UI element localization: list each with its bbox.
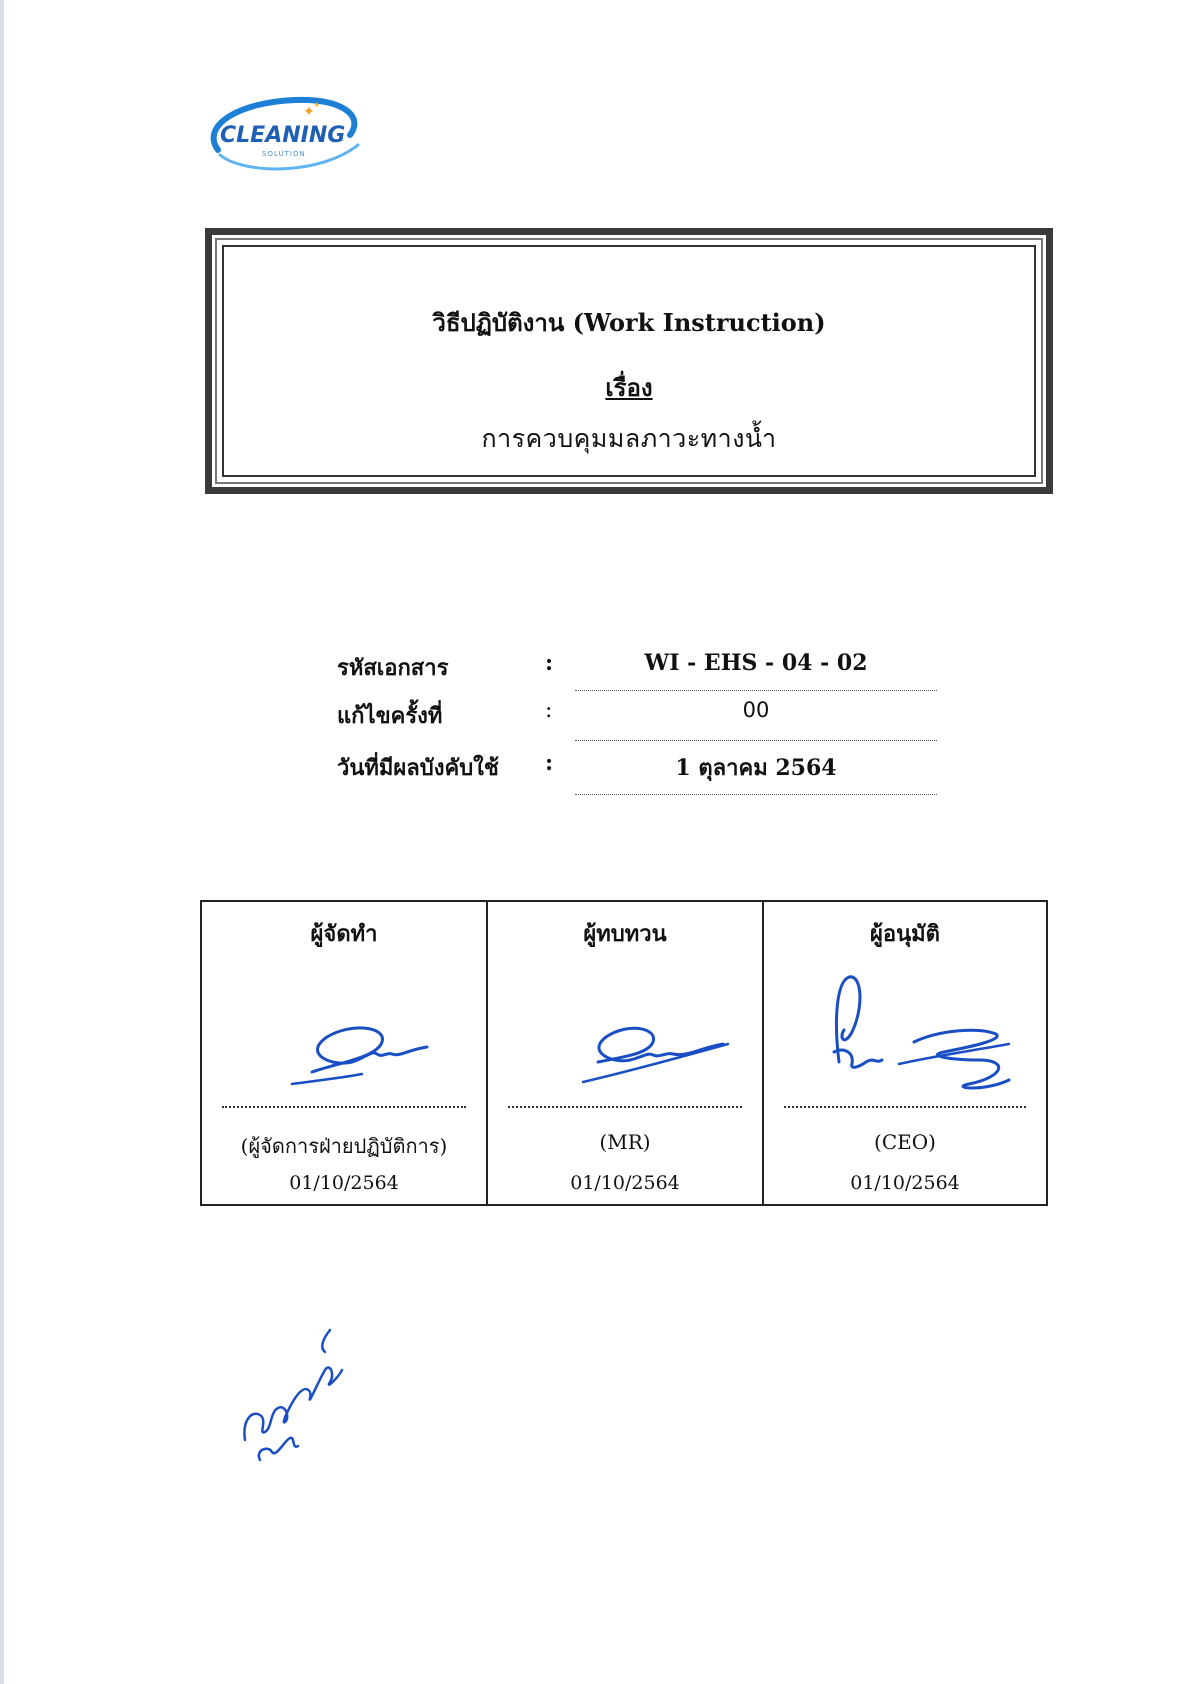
dotted-line <box>575 740 937 741</box>
colon: : <box>545 750 554 776</box>
company-logo <box>200 90 370 180</box>
position-label: (MR) <box>599 1130 651 1154</box>
revision-label: แก้ไขครั้งที่ <box>337 703 443 729</box>
signature-preparer <box>202 962 486 1112</box>
revision-value: 00 <box>742 698 770 722</box>
colon: : <box>545 650 554 676</box>
page-edge <box>0 0 4 1684</box>
approval-cell-reviewer <box>488 902 764 1204</box>
approval-cell-approver <box>764 902 1046 1204</box>
sign-date: 01/10/2564 <box>570 1172 680 1194</box>
role-label: ผู้อนุมัติ <box>870 921 940 947</box>
signature-reviewer <box>488 962 762 1112</box>
svg-text:CLEANING: CLEANING <box>220 123 346 148</box>
signature-line <box>508 1106 742 1108</box>
role-label: ผู้จัดทำ <box>310 921 378 947</box>
handwritten-signature <box>230 1320 380 1480</box>
effective-date-value: 1 ตุลาคม 2564 <box>675 755 837 781</box>
code-value: WI - EHS - 04 - 02 <box>644 650 868 676</box>
effective-date-label: วันที่มีผลบังคับใช้ <box>337 755 499 781</box>
document-title: วิธีปฏิบัติงาน (Work Instruction) <box>432 308 826 337</box>
position-label: (ผู้จัดการฝ่ายปฏิบัติการ) <box>240 1134 448 1158</box>
signature-line <box>784 1106 1026 1108</box>
approval-cell-preparer <box>202 902 488 1204</box>
svg-text:✦: ✦ <box>303 104 315 120</box>
info-row-revision <box>0 698 1190 738</box>
signature-line <box>222 1106 466 1108</box>
subject-label: เรื่อง <box>605 373 653 402</box>
document-subject: การควบคุมมลภาวะทางน้ำ <box>481 424 777 453</box>
code-label: รหัสเอกสาร <box>337 655 449 681</box>
title-inner-frame <box>222 245 1036 477</box>
position-label: (CEO) <box>874 1130 936 1154</box>
svg-text:✦: ✦ <box>313 101 321 111</box>
colon: : <box>545 698 553 723</box>
info-row-effective-date <box>0 750 1190 790</box>
title-box <box>205 228 1053 494</box>
sign-date: 01/10/2564 <box>850 1172 960 1194</box>
signature-approver <box>764 962 1046 1112</box>
role-label: ผู้ทบทวน <box>583 921 667 947</box>
approval-table <box>200 900 1048 1206</box>
dotted-line <box>575 690 937 691</box>
svg-text:SOLUTION: SOLUTION <box>262 150 306 158</box>
dotted-line <box>575 794 937 795</box>
info-row-code <box>0 650 1190 690</box>
sign-date: 01/10/2564 <box>289 1172 399 1194</box>
